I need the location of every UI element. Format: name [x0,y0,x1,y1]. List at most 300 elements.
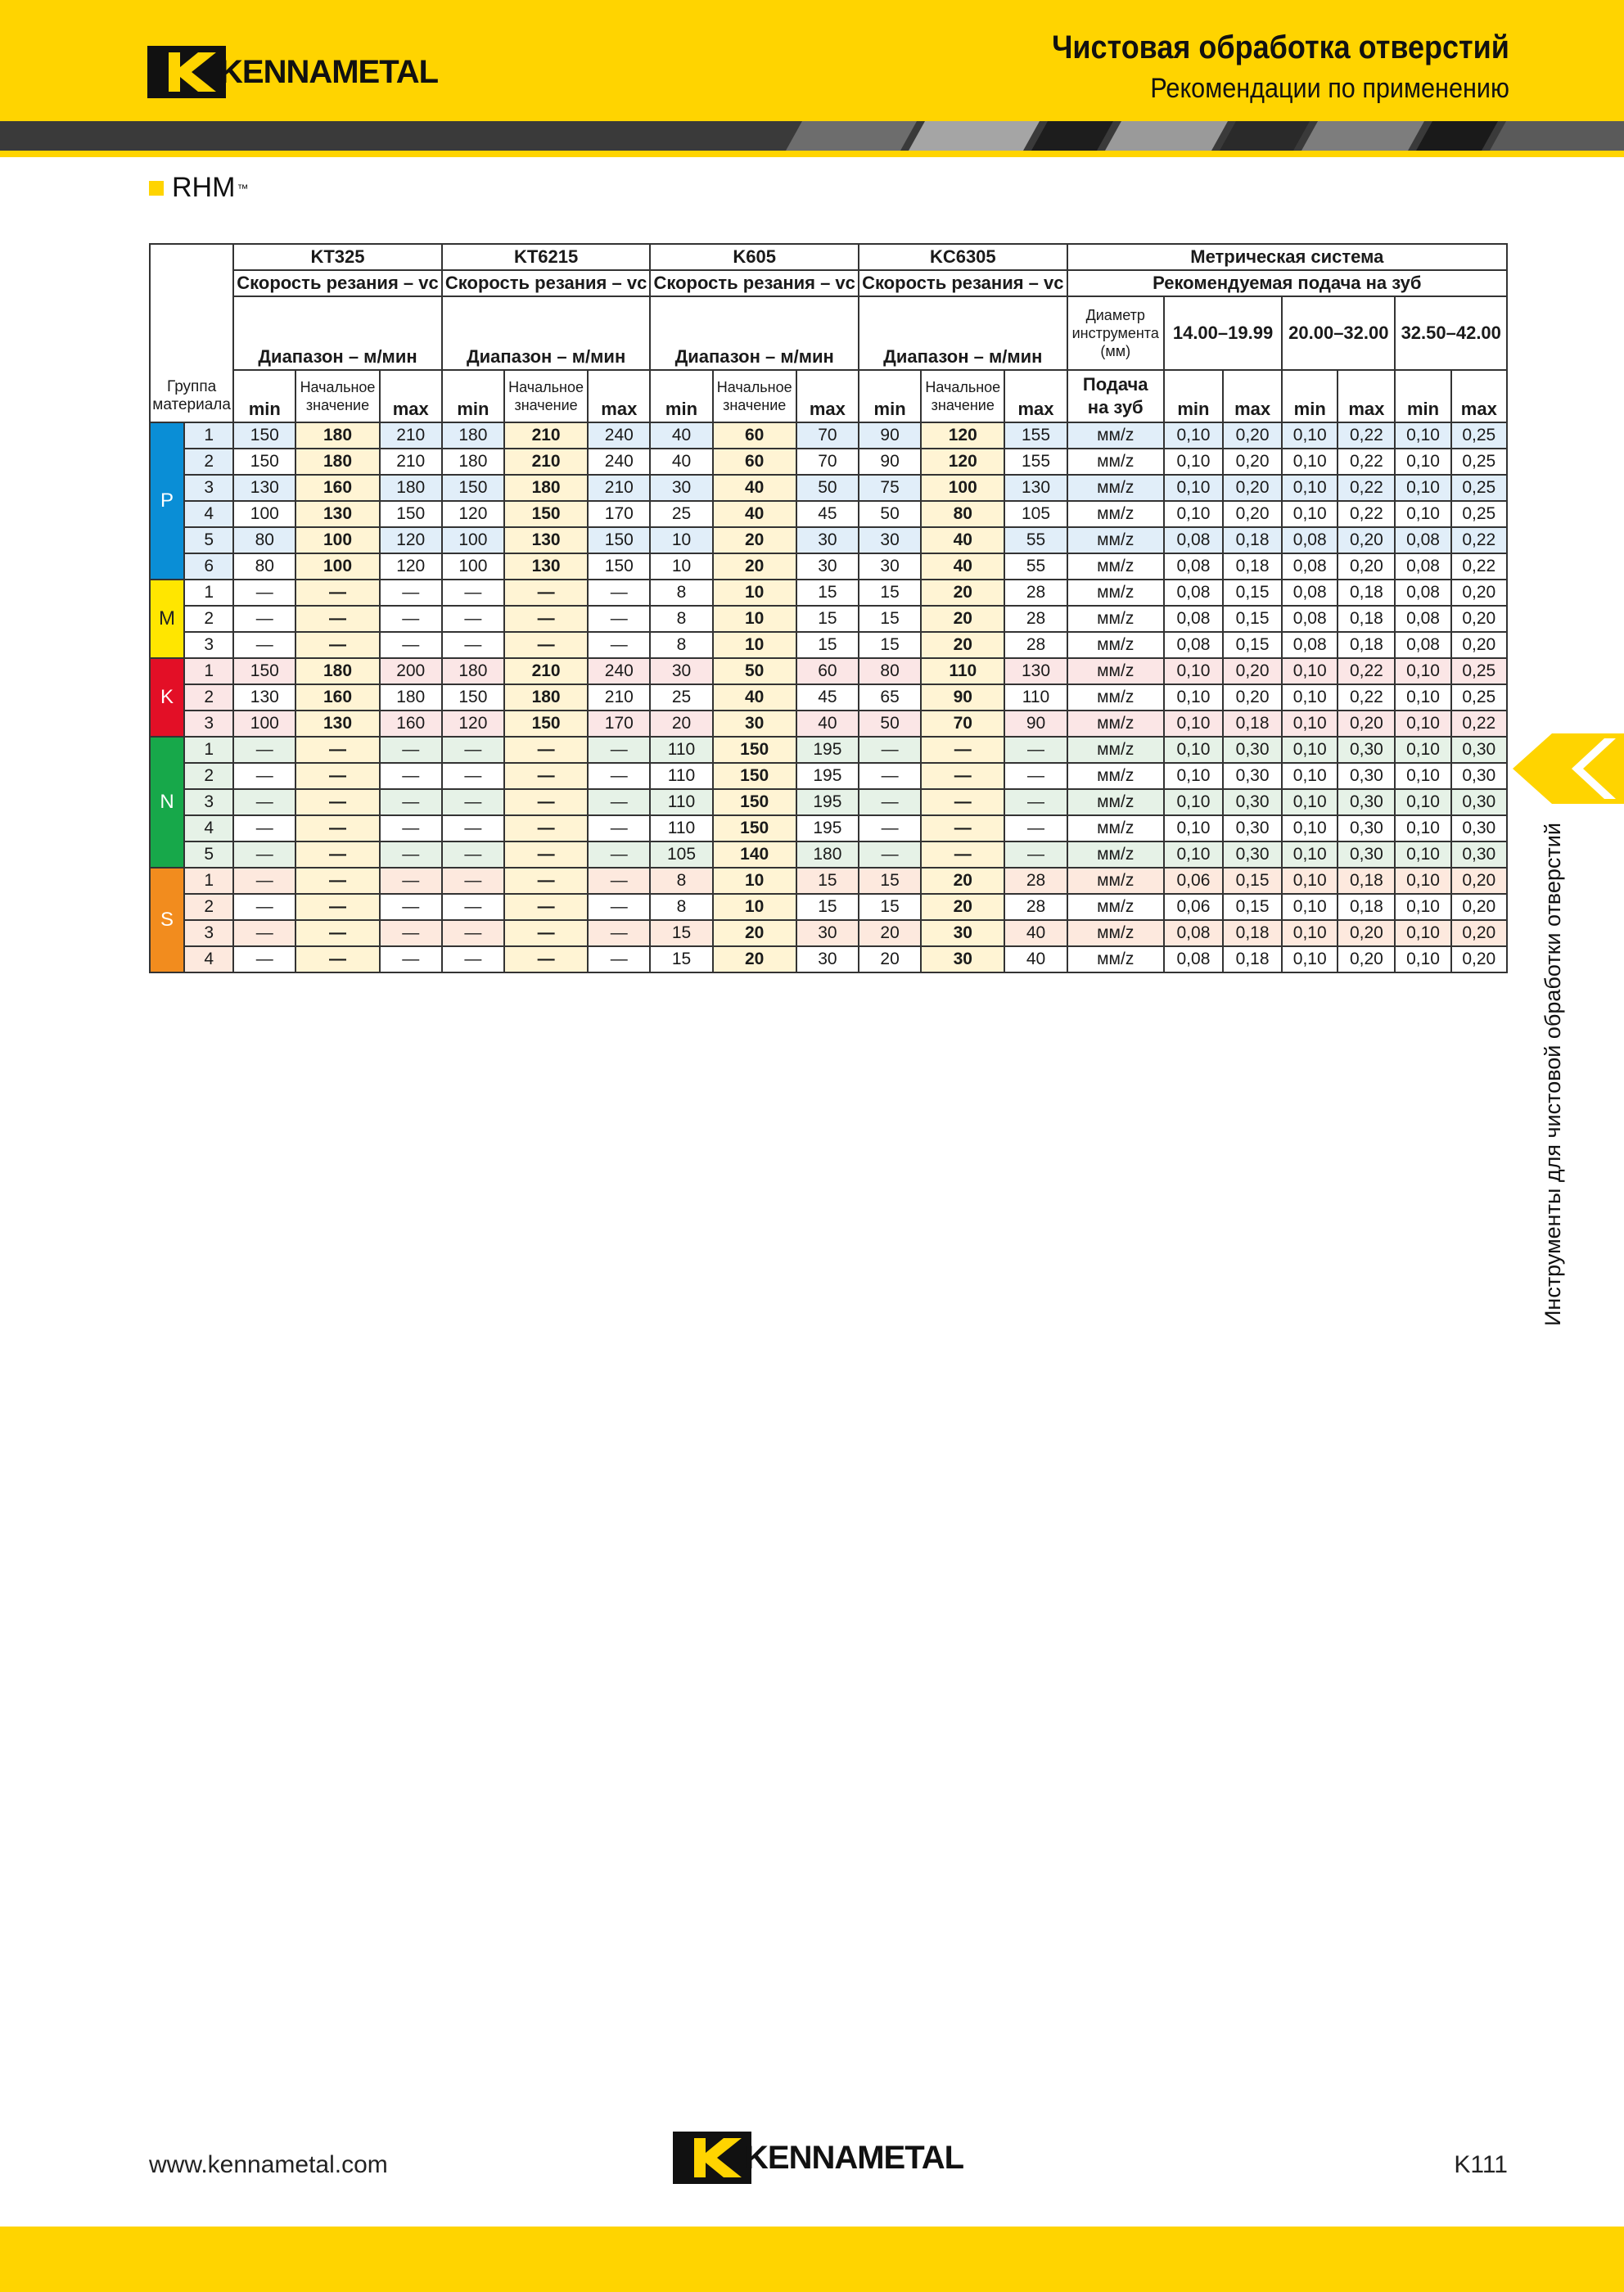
side-chevron-tab [1513,733,1624,804]
feed-cell: 0,30 [1451,763,1507,789]
speed-cell: 210 [380,422,442,449]
feed-cell: 0,20 [1223,501,1282,527]
speed-cell: 10 [650,527,712,553]
feed-cell: 0,22 [1338,422,1395,449]
speed-cell: 240 [588,658,650,684]
speed-cell: — [588,920,650,946]
speed-cell: 120 [442,711,504,737]
page-number: K111 [1454,2151,1508,2178]
table-row [150,789,1507,815]
feed-unit-cell: мм/z [1067,658,1164,684]
feed-cell: 0,08 [1282,527,1338,553]
speed-cell: 30 [796,527,859,553]
section-name: RHM [172,172,236,203]
feed-cell: 0,20 [1223,684,1282,711]
table-row [150,632,1507,658]
feed-cell: 0,15 [1223,868,1282,894]
feed-cell: 0,10 [1164,475,1223,501]
material-group-code: S [150,868,184,972]
feed-cell: 0,18 [1338,894,1395,920]
material-subgroup-number: 1 [184,737,233,763]
speed-cell: 170 [588,501,650,527]
feed-cell: 0,06 [1164,868,1223,894]
speed-cell: — [588,841,650,868]
yellow-square-icon [149,181,164,196]
feed-cell: 0,08 [1164,527,1223,553]
table-row [150,606,1507,632]
speed-cell: — [380,815,442,841]
speed-start-cell: 20 [713,553,796,580]
speed-cell: 150 [442,475,504,501]
col-start-label-line: значение [305,397,370,413]
speed-start-cell: — [504,841,588,868]
col-start-label-line: Начальное [925,379,1001,395]
speed-cell: 40 [650,449,712,475]
feed-cell: 0,10 [1395,501,1450,527]
speed-cell: 80 [233,553,295,580]
speed-cell: — [442,841,504,868]
table-row [150,684,1507,711]
table-row [150,737,1507,763]
speed-cell: 200 [380,658,442,684]
speed-start-cell: — [504,580,588,606]
col-start-header [713,370,796,422]
feed-unit-cell: мм/z [1067,737,1164,763]
feed-cell: 0,10 [1395,684,1450,711]
feed-max-header: max [1451,370,1507,422]
speed-cell: 25 [650,501,712,527]
speed-start-cell: 150 [713,789,796,815]
speed-start-cell: 20 [713,527,796,553]
speed-start-cell: 40 [921,553,1004,580]
feed-cell: 0,10 [1282,684,1338,711]
feed-cell: 0,22 [1338,501,1395,527]
speed-start-cell: 150 [504,711,588,737]
group-header-blank [150,244,233,370]
col-start-header [504,370,588,422]
speed-cell: 180 [442,422,504,449]
speed-cell: 195 [796,815,859,841]
speed-cell: 195 [796,763,859,789]
material-group-label-line: материала [152,395,231,413]
speed-cell: 100 [442,553,504,580]
speed-cell: 90 [859,422,921,449]
speed-cell: — [233,946,295,972]
feed-cell: 0,10 [1395,815,1450,841]
speed-start-cell: 60 [713,422,796,449]
speed-cell: — [442,920,504,946]
feed-cell: 0,10 [1395,789,1450,815]
speed-cell: 45 [796,501,859,527]
speed-cell: 30 [796,553,859,580]
grade-header: KT325 [233,244,442,270]
feed-cell: 0,20 [1451,580,1507,606]
speed-cell: — [1004,789,1067,815]
material-group-header [150,370,233,422]
range-header: Диапазон – м/мин [650,296,859,370]
col-start-header [295,370,379,422]
speed-cell: 30 [650,658,712,684]
speed-cell: 180 [442,449,504,475]
speed-cell: — [588,868,650,894]
feed-cell: 0,15 [1223,580,1282,606]
speed-start-cell: 20 [921,606,1004,632]
table-row [150,501,1507,527]
speed-start-cell: 20 [921,580,1004,606]
material-group-code: P [150,422,184,580]
feed-unit-cell: мм/z [1067,763,1164,789]
col-min-header: min [650,370,712,422]
speed-cell: 130 [233,684,295,711]
speed-cell: 160 [380,711,442,737]
speed-cell: 155 [1004,422,1067,449]
material-subgroup-number: 3 [184,475,233,501]
speed-start-cell: — [921,789,1004,815]
feed-cell: 0,08 [1395,632,1450,658]
speed-cell: — [588,815,650,841]
feed-cell: 0,25 [1451,684,1507,711]
speed-cell: 105 [1004,501,1067,527]
speed-start-cell: 160 [295,684,379,711]
speed-cell: 30 [859,527,921,553]
speed-cell: 110 [650,737,712,763]
speed-start-cell: 100 [921,475,1004,501]
speed-cell: 110 [650,763,712,789]
speed-cell: 15 [796,580,859,606]
col-min-header: min [233,370,295,422]
speed-start-cell: 100 [295,553,379,580]
table-row [150,711,1507,737]
speed-start-cell: 160 [295,475,379,501]
material-subgroup-number: 6 [184,553,233,580]
speed-cell: 55 [1004,553,1067,580]
speed-start-cell: — [295,946,379,972]
feed-cell: 0,25 [1451,422,1507,449]
speed-start-cell: — [504,868,588,894]
feed-cell: 0,06 [1164,894,1223,920]
speed-cell: 15 [650,946,712,972]
range-header: Диапазон – м/мин [233,296,442,370]
speed-cell: 180 [442,658,504,684]
material-subgroup-number: 1 [184,868,233,894]
speed-start-cell: 150 [504,501,588,527]
material-subgroup-number: 4 [184,946,233,972]
feed-cell: 0,30 [1338,763,1395,789]
speed-cell: — [442,632,504,658]
material-subgroup-number: 4 [184,501,233,527]
speed-cell: 75 [859,475,921,501]
speed-cell: 100 [442,527,504,553]
speed-cell: 50 [859,711,921,737]
speed-start-cell: — [504,894,588,920]
speed-cell: — [380,841,442,868]
speed-cell: 195 [796,789,859,815]
speed-cell: 15 [796,632,859,658]
speed-start-cell: — [504,789,588,815]
feed-cell: 0,10 [1282,841,1338,868]
feed-cell: 0,08 [1164,553,1223,580]
feed-cell: 0,10 [1282,868,1338,894]
speed-cell: 40 [650,422,712,449]
feed-cell: 0,22 [1338,449,1395,475]
speed-cell: 100 [233,711,295,737]
speed-cell: 70 [796,422,859,449]
diameter-label-line: (мм) [1100,343,1131,359]
speed-cell: 195 [796,737,859,763]
speed-cell: 15 [650,920,712,946]
speed-cell: 30 [650,475,712,501]
feed-min-header: min [1282,370,1338,422]
feed-cell: 0,10 [1395,841,1450,868]
feed-cell: 0,22 [1338,475,1395,501]
speed-cell: 15 [859,632,921,658]
material-subgroup-number: 1 [184,580,233,606]
feed-cell: 0,18 [1223,946,1282,972]
speed-cell: — [442,868,504,894]
feed-cell: 0,08 [1395,553,1450,580]
material-group-label-line: Группа [166,377,217,395]
feed-cell: 0,22 [1338,684,1395,711]
speed-cell: 15 [859,580,921,606]
speed-cell: — [233,632,295,658]
speed-cell: 80 [859,658,921,684]
speed-cell: 20 [859,946,921,972]
section-label [149,172,248,204]
material-subgroup-number: 3 [184,711,233,737]
speed-cell: 28 [1004,894,1067,920]
speed-cell: 15 [796,894,859,920]
material-subgroup-number: 4 [184,815,233,841]
feed-unit-cell: мм/z [1067,920,1164,946]
feed-cell: 0,22 [1451,527,1507,553]
speed-cell: 40 [1004,946,1067,972]
speed-cell: — [859,789,921,815]
speed-start-cell: 20 [921,868,1004,894]
speed-start-cell: 180 [295,422,379,449]
feed-unit-cell: мм/z [1067,868,1164,894]
speed-cell: 55 [1004,527,1067,553]
feed-unit-cell: мм/z [1067,815,1164,841]
speed-cell: 150 [588,553,650,580]
kennametal-wordmark: KENNAMETAL [745,2139,964,2176]
feed-cell: 0,30 [1338,815,1395,841]
feed-unit-cell: мм/z [1067,789,1164,815]
speed-cell: 100 [233,501,295,527]
feed-min-header: min [1395,370,1450,422]
feed-unit-cell: мм/z [1067,946,1164,972]
speed-start-cell: — [295,632,379,658]
feed-cell: 0,08 [1164,946,1223,972]
speed-cell: 150 [233,422,295,449]
feed-cell: 0,20 [1451,606,1507,632]
speed-cell: — [233,606,295,632]
speed-cell: — [859,737,921,763]
page-subtitle: Рекомендации по применению [1150,73,1509,104]
diameter-range: 14.00–19.99 [1164,296,1282,370]
feed-cell: 0,10 [1164,449,1223,475]
speed-cell: 25 [650,684,712,711]
feed-cell: 0,30 [1451,841,1507,868]
speed-cell: 15 [796,606,859,632]
speed-cell: — [442,815,504,841]
feed-cell: 0,10 [1395,737,1450,763]
speed-start-cell: 10 [713,894,796,920]
speed-start-cell: 10 [713,632,796,658]
table-row [150,946,1507,972]
speed-cell: 90 [859,449,921,475]
speed-cell: — [380,763,442,789]
feed-cell: 0,10 [1395,422,1450,449]
speed-cell: 28 [1004,632,1067,658]
feed-cell: 0,10 [1164,684,1223,711]
speed-start-cell: 30 [921,920,1004,946]
speed-cell: — [588,789,650,815]
feed-cell: 0,10 [1395,475,1450,501]
speed-cell: 40 [1004,920,1067,946]
material-subgroup-number: 2 [184,449,233,475]
feed-cell: 0,08 [1164,632,1223,658]
speed-start-cell: 150 [713,763,796,789]
speed-start-cell: 30 [921,946,1004,972]
material-subgroup-number: 3 [184,789,233,815]
feed-cell: 0,08 [1282,580,1338,606]
table-row [150,422,1507,449]
speed-cell: — [233,841,295,868]
feed-cell: 0,30 [1223,841,1282,868]
feed-max-header: max [1338,370,1395,422]
table-row [150,527,1507,553]
speed-cell: — [233,894,295,920]
speed-start-cell: 20 [713,920,796,946]
feed-cell: 0,30 [1338,789,1395,815]
feed-unit-cell: мм/z [1067,894,1164,920]
feed-cell: 0,22 [1451,711,1507,737]
feed-cell: 0,25 [1451,449,1507,475]
feed-cell: 0,10 [1164,815,1223,841]
speed-start-cell: — [295,841,379,868]
footer-url[interactable]: www.kennametal.com [149,2151,388,2178]
feed-unit-cell: мм/z [1067,606,1164,632]
feed-cell: 0,08 [1395,527,1450,553]
table-row [150,841,1507,868]
speed-start-cell: 120 [921,449,1004,475]
feed-cell: 0,20 [1223,475,1282,501]
feed-cell: 0,22 [1338,658,1395,684]
speed-cell: 150 [233,449,295,475]
feed-col-label-line: Подача [1082,374,1148,395]
speed-start-cell: 80 [921,501,1004,527]
col-min-header: min [859,370,921,422]
feed-cell: 0,22 [1451,553,1507,580]
speed-cell: 170 [588,711,650,737]
speed-start-cell: 10 [713,868,796,894]
speed-cell: 110 [650,815,712,841]
speed-cell: 20 [650,711,712,737]
feed-cell: 0,20 [1338,946,1395,972]
material-subgroup-number: 5 [184,527,233,553]
speed-cell: 70 [796,449,859,475]
feed-cell: 0,10 [1164,737,1223,763]
feed-cell: 0,18 [1338,580,1395,606]
speed-start-cell: 150 [713,737,796,763]
feed-cell: 0,10 [1282,501,1338,527]
range-header: Диапазон – м/мин [442,296,651,370]
feed-cell: 0,10 [1282,422,1338,449]
col-start-label-line: значение [931,397,995,413]
speed-cell: 15 [859,868,921,894]
feed-cell: 0,25 [1451,658,1507,684]
col-start-label-line: значение [514,397,578,413]
feed-cell: 0,30 [1223,789,1282,815]
col-start-header [921,370,1004,422]
feed-cell: 0,20 [1451,632,1507,658]
table-row [150,449,1507,475]
feed-cell: 0,25 [1451,501,1507,527]
speed-cell: — [588,763,650,789]
speed-cell: 8 [650,894,712,920]
speed-cell: — [1004,737,1067,763]
speed-cell: 210 [588,684,650,711]
feed-cell: 0,10 [1164,841,1223,868]
material-subgroup-number: 1 [184,422,233,449]
speed-cell: 50 [859,501,921,527]
footer-logo [673,2132,963,2184]
speed-cell: 40 [796,711,859,737]
col-start-label-line: Начальное [716,379,792,395]
speed-cell: 150 [588,527,650,553]
speed-cell: 80 [233,527,295,553]
speed-start-cell: — [921,737,1004,763]
feed-unit-cell: мм/z [1067,501,1164,527]
material-subgroup-number: 2 [184,763,233,789]
speed-start-cell: 130 [504,527,588,553]
table-row [150,868,1507,894]
feed-cell: 0,10 [1282,475,1338,501]
grade-header: KT6215 [442,244,651,270]
speed-header: Скорость резания – vc [233,270,442,296]
speed-cell: 8 [650,632,712,658]
speed-cell: — [588,632,650,658]
speed-start-cell: 40 [713,501,796,527]
material-subgroup-number: 2 [184,606,233,632]
col-start-label-line: Начальное [300,379,376,395]
feed-header: Рекомендуемая подача на зуб [1067,270,1507,296]
col-start-label-line: значение [723,397,787,413]
footer-band [0,2227,1624,2292]
feed-unit-cell: мм/z [1067,553,1164,580]
speed-cell: 15 [859,894,921,920]
feed-cell: 0,10 [1395,894,1450,920]
speed-header: Скорость резания – vc [650,270,859,296]
speed-cell: — [859,763,921,789]
feed-cell: 0,10 [1282,920,1338,946]
grade-header: K605 [650,244,859,270]
speed-cell: — [588,580,650,606]
feed-cell: 0,10 [1282,789,1338,815]
speed-cell: — [588,946,650,972]
speed-cell: 90 [1004,711,1067,737]
speed-cell: — [442,789,504,815]
feed-cell: 0,10 [1282,449,1338,475]
page-title: Чистовая обработка отверстий [1052,29,1509,65]
table-row [150,553,1507,580]
diameter-range: 32.50–42.00 [1395,296,1507,370]
feed-min-header: min [1164,370,1223,422]
speed-start-cell: 150 [713,815,796,841]
feed-cell: 0,30 [1338,841,1395,868]
feed-cell: 0,10 [1395,946,1450,972]
speed-cell: — [380,920,442,946]
